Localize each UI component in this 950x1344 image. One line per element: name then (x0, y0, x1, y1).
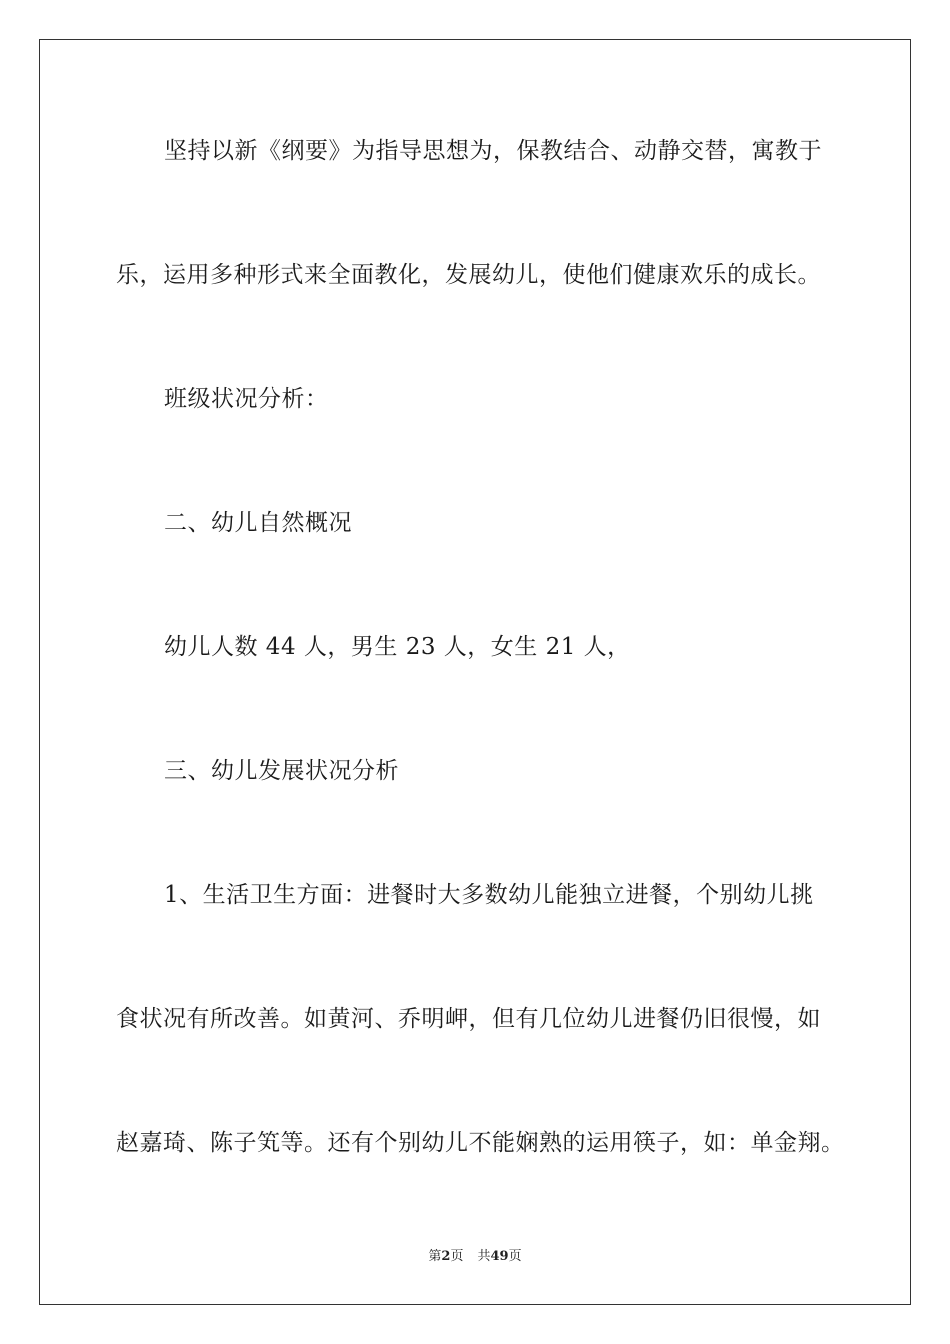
footer-page-suffix: 页 (450, 1249, 464, 1264)
section-heading-natural-overview: 二、幼儿自然概况 (164, 510, 352, 536)
page-footer (0, 1248, 950, 1266)
footer-total-suffix: 页 (508, 1249, 522, 1264)
paragraph-line-1: 坚持以新《纲要》为指导思想为，保教结合、动静交替，寓教于 (164, 138, 822, 164)
paragraph-line-hygiene-3: 赵嘉琦、陈子笂等。还有个别幼儿不能娴熟的运用筷子，如：单金翔。 (116, 1130, 845, 1156)
footer-total-pages: 49 (490, 1249, 509, 1264)
paragraph-line-2: 乐，运用多种形式来全面教化，发展幼儿，使他们健康欢乐的成长。 (116, 262, 821, 288)
section-heading-development-analysis: 三、幼儿发展状况分析 (164, 758, 399, 784)
section-heading-class-analysis: 班级状况分析： (164, 386, 329, 412)
paragraph-line-hygiene-1: 1、生活卫生方面：进餐时大多数幼儿能独立进餐，个别幼儿挑 (164, 882, 814, 908)
paragraph-line-hygiene-2: 食状况有所改善。如黄河、乔明岬，但有几位幼儿进餐仍旧很慢，如 (116, 1006, 821, 1032)
footer-page-number: 2 (441, 1249, 451, 1264)
page-border (39, 39, 911, 1305)
paragraph-line-child-counts: 幼儿人数 44 人，男生 23 人，女生 21 人， (164, 634, 631, 660)
footer-total-prefix: 共 (477, 1249, 491, 1264)
footer-page-prefix: 第 (428, 1249, 442, 1264)
